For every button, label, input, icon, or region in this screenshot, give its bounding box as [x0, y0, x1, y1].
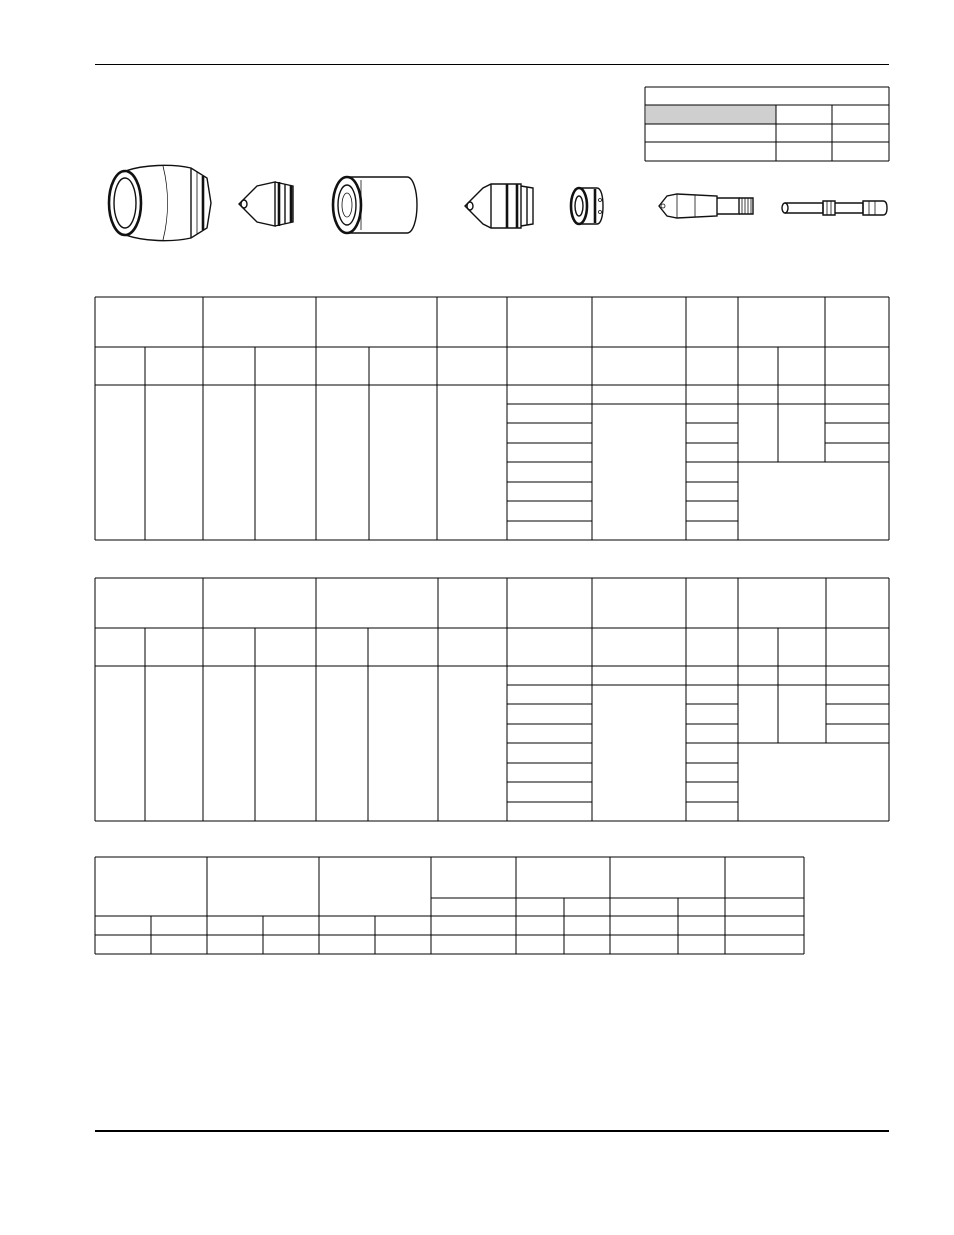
footer-rule	[95, 1130, 889, 1132]
